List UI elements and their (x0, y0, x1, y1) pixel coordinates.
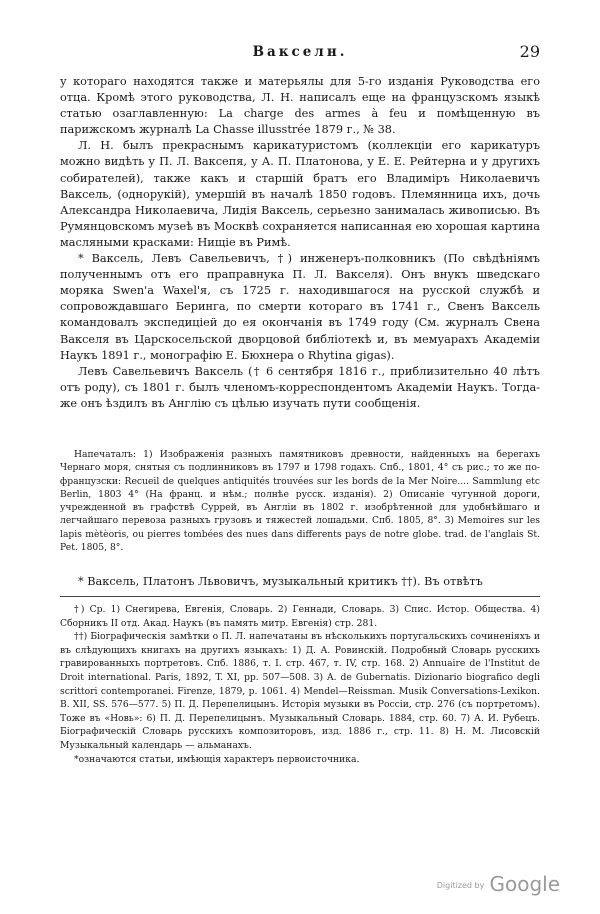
digitization-watermark (437, 872, 560, 896)
main-text (60, 74, 540, 412)
watermark-prefix: Digitized by (436, 881, 485, 890)
paragraph-caricaturist: Л. Н. былъ прекраснымъ карикатуристомъ (коллекціи его карикатуръ можно видѣть у П. Л. Ваксепя, у А. П. Платонова, у Е. Е. Рейтерна и у другихъ собирателей), также какъ и старшій братъ его Владиміръ Николаевичъ Ваксель, (однорукій), умершій въ началѣ 1850 годовъ. Племянница ихъ, дочь Александра Николаевича, Лидія Ваксель, серьезно занималась живописью. Въ Румянцовскомъ музеѣ въ Москвѣ сохраняется написанная ею хорошая картина масляными красками: Нищіе въ Римѣ. (60, 139, 540, 249)
footnote-3: *означаются статьи, имѣющія характеръ первоисточника. (74, 753, 360, 765)
footnotes (60, 603, 540, 766)
publications-text: Напечаталъ: 1) Изображенія разныхъ памятниковъ древности, найденныхъ на берегахъ Чернаго моря, снятыя съ подлинниковъ въ 1797 и 1798 годахъ. Спб., 1801, 4° съ рис.; то же по-французски: Recueil de quelques antiquités trouvées sur les bords de la Mer Noire.... Sammlung etc Berlin, 1803 4° (На франц. и нѣм.; полнѣе русск. изданія). 2) Описаніе чугунной дороги, учрежденной въ графствѣ Суррей, въ Англіи въ 1802 г. изобрѣтенной для удобнѣйшаго и легчайшаго перевоза разныхъ грузовъ и тяжестей лошадьми. Спб. 1805, 8°. 3) Memoires sur les lapis mètèoris, ou pierres tombées des nues dans differents pays de notre globe. trad. de l'anglais St. Pet. 1805, 8°. (60, 449, 540, 554)
page-header (60, 44, 540, 64)
running-title: Вакселн. (252, 44, 348, 60)
paragraph-lev-biography: Левъ Савельевичъ Ваксель († 6 сентября 1816 г., приблизительно 40 лѣтъ отъ роду), съ 1801 г. былъ членомъ-корреспондентомъ Академіи Наукъ. Тогда-же онъ ѣздилъ въ Англію съ цѣлью изучать пути сообщенія. (60, 364, 540, 410)
footnote-1: †) Ср. 1) Снегирева, Евгенія, Словарь. 2) Геннади, Словарь. 3) Спис. Истор. Общества. 4) Сборникъ II отд. Акад. Наукъ (въ память митр. Евгенія) стр. 281. (60, 604, 540, 629)
publications-list (60, 448, 540, 554)
paragraph-continuation: у котораго находятся также и матерьялы для 5-го изданія Руководства его отца. Кромѣ этого руководства, Л. Н. написалъ еще на французскомъ языкѣ статью озаглавленную: La charge des armes à feu и помѣщенную въ парижскомъ журналѣ La Chasse illusstrée 1879 г., № 38. (60, 75, 540, 137)
footnote-2: ††) Біографическія замѣтки о П. Л. напечатаны въ нѣсколькихъ португальскихъ сочиненіяхъ и въ слѣдующихъ книгахъ на другихъ языкахъ: 1) Д. А. Ровинскій. Подробный Словарь русскихъ гравированныхъ портретовъ. Спб. 1886, т. I. стр. 467, т. IV, стр. 168. 2) Annuaire de l'Institut de Droit international. Paris, 1892, T. XI, pp. 507—508. 3) A. de Gubernatis. Dizionario biografico degli scrittori contemporanei. Firenze, 1879, p. 1061. 4) Mendel—Reissman. Musik Conversations-Lexikon. B. XII, SS. 576—577. 5) П. Д. Перепелицынъ. Исторія музыки въ Россіи, стр. 276 (съ портретомъ). Тоже въ «Новь»: 6) П. Д. Перепелицынъ. Музыкальный Словарь. 1884, стр. 60. 7) А. И. Рубецъ. Біографическій Словарь русскихъ композиторовъ, изд. 1886 г., стр. 11. 8) Н. М. Лисовскій Музыкальный календарь — альманахъ. (60, 631, 540, 751)
entry-platon-lvovich: * Ваксель, Платонъ Львовичъ, музыкальный критикъ ††). Въ отвѣтъ (78, 575, 483, 588)
entry-lev-savelyevich: * Ваксель, Левъ Савельевичъ, †) инженеръ-полковникъ (По свѣдѣніямъ полученнымъ отъ его праправнука П. Л. Вакселя). Онъ внукъ шведскаго моряка Swen'a Waxel'я, съ 1725 г. находившагося на русской службѣ и сопровождавшаго Беринга, по смерти котораго въ 1741 г., Свенъ Ваксель командовалъ экспедиціей до ея окончанія въ 1749 году (См. журналъ Свена Вакселя въ Царскосельской дворцовой библіотекѣ и, въ мемуарахъ Академіи Наукъ 1891 г., монографію Е. Бюхнера о Rhytina gigas). (60, 252, 540, 362)
footnote-divider (60, 596, 540, 597)
page-number: 29 (519, 42, 540, 61)
google-logo: Google (489, 872, 560, 896)
